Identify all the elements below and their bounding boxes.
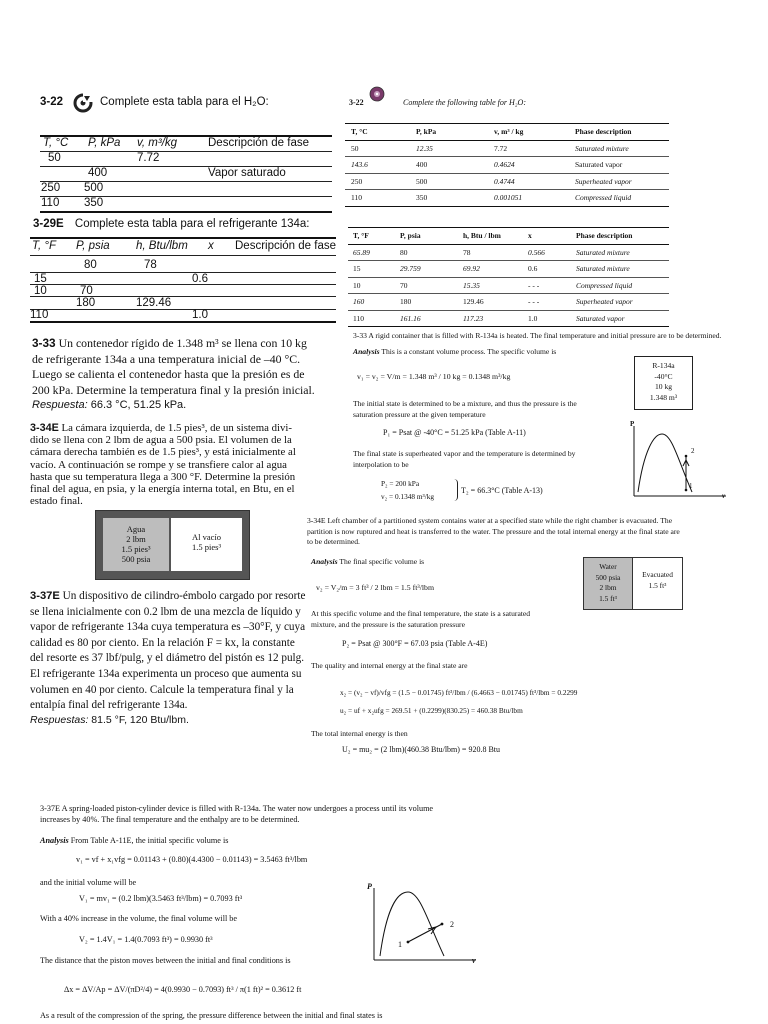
problem-3-22-es-title: Complete esta tabla para el H₂O: xyxy=(100,96,269,108)
table-cell: 110 xyxy=(353,313,364,323)
pv-diagram-3-37E xyxy=(364,882,482,966)
table-cell: 400 xyxy=(416,160,428,169)
table-cell: 250 xyxy=(351,176,363,186)
table-cell: 143.6 xyxy=(351,160,368,169)
problem-line: de refrigerante 134a a una temperatura inicial de –40 °C. xyxy=(32,351,301,366)
table-cell: Saturated mixture xyxy=(576,247,630,257)
equation-internal-energy: u₂ = uf + x₂ufg = 269.51 + (0.2299)(830.25) = 460.38 Btu/lbm xyxy=(340,706,523,715)
solution-3-33-analysis xyxy=(353,347,556,358)
table-row xyxy=(348,261,669,278)
solution-3-37E-text: and the initial volume will be xyxy=(40,878,137,887)
table-cell: Compressed liquid xyxy=(575,193,632,202)
problem-line: calidad es 80 por ciento. En la relación F = kx, la constante xyxy=(30,636,295,649)
answer-value: 66.3 °C, 51.25 kPa. xyxy=(90,399,187,411)
table-cell: 7.72 xyxy=(494,143,508,153)
table-header-row xyxy=(40,136,332,151)
problem-line: se llena inicialmente con 0.2 lbm de una mezcla de líquido y xyxy=(30,605,301,618)
table-cell: 10 xyxy=(353,280,361,290)
table-cell: Superheated vapor xyxy=(575,176,632,186)
table-cell: 180 xyxy=(76,297,96,309)
box-label: 500 psia xyxy=(595,572,621,582)
equation-final-volume: V₂ = 1.4V₁ = 1.4(0.7093 ft³) = 0.9930 ft³ xyxy=(79,935,213,944)
equation-saturation-pressure: P₂ = Psat @ 300°F = 67.03 psia (Table A-4E) xyxy=(342,639,488,648)
chamber-label: 2 lbm xyxy=(126,534,146,544)
cd-icon xyxy=(73,93,93,113)
chamber-label: 500 psia xyxy=(121,554,151,564)
answer-label: Respuestas: xyxy=(30,713,89,726)
table-cell: 15.35 xyxy=(463,280,480,290)
table-cell: Saturated vapor xyxy=(576,313,625,323)
answer-line xyxy=(30,714,333,727)
solution-line: The initial state is determined to be a mixture, and thus the pressure is the xyxy=(353,399,577,408)
state-label-1: 1 xyxy=(398,940,402,949)
equation-final-temperature: T₂ = 66.3°C (Table A-13) xyxy=(461,486,543,495)
problem-line: vacío. A continuación se rompe y se transfiere calor al agua xyxy=(30,458,287,471)
table-cell: 70 xyxy=(400,280,408,290)
solution-line: At this specific volume and the final temperature, the state is a saturated xyxy=(311,609,531,618)
problem-line xyxy=(32,336,332,352)
solution-line: to be determined. xyxy=(307,537,360,546)
col-header: Phase description xyxy=(575,127,632,136)
problem-3-22-en-title: Complete the following table for H₂O: xyxy=(403,98,526,107)
equation-total-internal-energy: U₂ = mu₂ = (2 lbm)(460.38 Btu/lbm) = 920.8 Btu xyxy=(342,745,500,754)
table-cell: Saturated mixture xyxy=(575,143,629,153)
box-label: -40°C xyxy=(654,371,673,381)
table-cell: 70 xyxy=(80,285,93,297)
equation-initial-volume: V₁ = mv₁ = (0.2 lbm)(3.5463 ft³/lbm) = 0.7093 ft³ xyxy=(79,894,243,903)
solution-3-34E-text: The total internal energy is then xyxy=(311,729,408,738)
table-cell: 65.89 xyxy=(353,247,370,257)
table-cell: 0.6 xyxy=(528,264,538,273)
chamber-label: Al vacío xyxy=(191,532,222,542)
problem-number: 3-34E xyxy=(30,422,59,434)
table-row xyxy=(40,166,332,181)
cd-icon xyxy=(369,86,385,102)
equation-specific-volume: v₁ = v₂ = V/m = 1.348 m³ / 10 kg = 0.1348 m³/kg xyxy=(357,372,511,381)
problem-line: entalpía final del refrigerante 134a. xyxy=(30,699,188,712)
solution-line: interpolation to be xyxy=(353,459,409,469)
table-cell: 7.72 xyxy=(137,152,160,164)
table-cell: 80 xyxy=(400,247,408,257)
analysis-label: Analysis xyxy=(40,836,69,845)
water-chamber xyxy=(103,518,169,571)
table-cell: 0.4744 xyxy=(494,176,515,186)
col-header: h, Btu/lbm xyxy=(136,240,188,252)
brace xyxy=(452,479,458,501)
table-cell: 0.001051 xyxy=(494,193,523,202)
solution-3-37E-text: The distance that the piston moves between the initial and final conditions is xyxy=(40,956,291,965)
problem-3-34E-es xyxy=(30,422,332,507)
box-label: Evacuated xyxy=(642,570,673,579)
table-cell: 15 xyxy=(353,264,361,273)
equation-initial-specific-volume: v₁ = vf + x₁vfg = 0.01143 + (0.80)(4.4300 − 0.01143) = 3.5463 ft³/lbm xyxy=(76,855,308,864)
table-cell: 117.23 xyxy=(463,313,484,323)
table-row xyxy=(40,196,332,211)
table-cell: 12.35 xyxy=(416,143,433,153)
analysis-text: This is a constant volume process. The specific volume is xyxy=(381,347,557,356)
table-cell: 110 xyxy=(41,197,60,209)
problem-line: cámara derecha también es de 1.5 pies³, y está inicialmente al xyxy=(30,446,296,459)
problem-line: vapor de refrigerante 134a cuya temperatura es –30°F, y cuya xyxy=(30,621,306,634)
solution-line: saturation pressure at the given temperature xyxy=(353,409,486,419)
solution-line: 3-34E Left chamber of a partitioned system contains water at a specified state while the right chamber is evacuated. The xyxy=(307,516,673,525)
problem-text: Un contenedor rígido de 1.348 m³ se llena con 10 kg xyxy=(58,336,307,350)
table-row xyxy=(348,245,669,262)
solution-3-33-text xyxy=(353,399,598,420)
col-header: v, m³ / kg xyxy=(494,127,524,136)
evacuated-chamber-en xyxy=(632,557,683,610)
col-header: x xyxy=(528,231,532,240)
box-label: 1.348 m³ xyxy=(649,392,678,402)
table-cell: 50 xyxy=(351,143,359,153)
table-cell: 110 xyxy=(30,309,49,321)
problem-text: La cámara izquierda, de 1.5 pies³, de un sistema divi- xyxy=(61,422,293,434)
table-3-29E-en xyxy=(348,227,669,327)
problem-3-22-es-header xyxy=(40,96,63,108)
problem-line: volumen en 40 por ciento. Calcule la temperatura final y la xyxy=(30,683,294,696)
state-label-2: 2 xyxy=(450,920,454,929)
solution-3-37E-intro xyxy=(40,803,433,825)
table-row xyxy=(30,309,336,321)
problem-line: dido se llena con 2 lbm de agua a 500 psia. El volumen de la xyxy=(30,434,292,447)
table-cell: 0.4624 xyxy=(494,160,515,169)
col-header: P, psia xyxy=(400,231,421,240)
table-cell: 250 xyxy=(41,182,61,194)
col-header: x xyxy=(208,240,214,252)
table-cell: 160 xyxy=(353,297,365,306)
box-label: 2 lbm xyxy=(599,583,617,592)
problem-line: El refrigerante 134a experimenta un proceso que aumenta su xyxy=(30,667,302,680)
box-label: 10 kg xyxy=(654,382,673,391)
col-header: Descripción de fase xyxy=(208,137,309,149)
col-header: Descripción de fase xyxy=(235,240,336,252)
axis-label-p: P xyxy=(630,420,635,428)
col-header: T, °C xyxy=(43,137,69,149)
state-label-2: 2 xyxy=(691,447,695,455)
table-row xyxy=(348,311,669,328)
table-cell: 80 xyxy=(84,259,97,271)
col-header: T, °F xyxy=(32,240,56,252)
table-cell: 1.0 xyxy=(192,309,208,321)
problem-text: Un dispositivo de cilindro-émbolo cargado por resorte xyxy=(62,590,306,602)
table-cell: 400 xyxy=(88,167,108,179)
analysis-label: Analysis xyxy=(311,557,338,566)
chamber-label: 1.5 pies³ xyxy=(121,544,151,554)
table-cell: 15 xyxy=(34,273,47,285)
table-header-row xyxy=(30,239,336,254)
table-cell: Superheated vapor xyxy=(576,297,633,306)
problem-line: estado final. xyxy=(30,495,83,508)
table-row xyxy=(345,174,669,191)
col-header: Phase description xyxy=(576,231,633,240)
table-cell: Saturated vapor xyxy=(575,160,623,169)
table-row xyxy=(348,294,669,311)
equation-final-pressure: P₂ = 200 kPa xyxy=(381,479,420,488)
problem-number: 3-33 xyxy=(32,336,56,350)
solution-line: 3-37E A spring-loaded piston-cylinder device is filled with R-134a. The water now undergoes a process until its volume xyxy=(40,804,434,813)
state-label-1: 1 xyxy=(689,482,693,490)
problem-3-37E-es xyxy=(30,589,333,727)
table-cell: 69.92 xyxy=(463,264,480,273)
table-row xyxy=(30,297,336,309)
table-cell: Vapor saturado xyxy=(208,167,286,179)
solution-line: partition is now ruptured and heat is transferred to the water. The pressure and the total internal energy at the final state are xyxy=(307,526,680,536)
problem-line: final del agua, en psia, y la energía interna total, en Btu, en el xyxy=(30,483,295,496)
table-row xyxy=(345,141,669,158)
table-row xyxy=(40,151,332,166)
problem-line: Luego se calienta el contenedor hasta que la presión es de xyxy=(32,367,305,381)
equation-final-volume: v₂ = 0.1348 m³/kg xyxy=(381,492,435,501)
col-header: T, °C xyxy=(351,127,368,136)
chamber-label: Agua xyxy=(126,524,146,534)
problem-line: 200 kPa. Determine la temperatura final y la presión inicial. xyxy=(32,382,315,397)
problem-3-29E-es-header xyxy=(33,218,310,230)
analysis-text: From Table A-11E, the initial specific volume is xyxy=(70,836,229,845)
water-chamber-en xyxy=(583,557,633,610)
table-3-22-es xyxy=(40,135,332,211)
answer-value: 81.5 °F, 120 Btu/lbm. xyxy=(91,713,189,726)
solution-line: increases by 40%. The final temperature and the enthalpy are to be determined. xyxy=(40,815,300,824)
equation-quality: x₂ = (v₂ − vf)/vfg = (1.5 − 0.01745) ft³/lbm / (6.4663 − 0.01745) ft³/lbm = 0.2299 xyxy=(340,688,578,697)
table-cell: 180 xyxy=(400,297,412,306)
problem-line xyxy=(30,589,333,605)
problem-3-33-es xyxy=(32,336,332,414)
answer-line xyxy=(32,398,332,414)
problem-3-22-en-header: 3-22 xyxy=(349,98,364,107)
table-cell: - - - xyxy=(528,297,540,306)
table-cell: 350 xyxy=(416,193,428,202)
table-row xyxy=(348,278,669,295)
box-label: 1.5 ft³ xyxy=(648,580,667,590)
problem-number: 3-29E xyxy=(33,218,64,230)
table-cell: 0.6 xyxy=(192,273,208,285)
solution-3-33-text xyxy=(353,449,598,470)
analysis-label: Analysis xyxy=(353,347,380,356)
table-cell: 129.46 xyxy=(136,297,172,309)
equation-final-specific-volume: v₂ = V₂/m = 3 ft³ / 2 lbm = 1.5 ft³/lbm xyxy=(316,583,435,592)
col-header: P, kPa xyxy=(88,137,121,149)
table-cell: 78 xyxy=(463,247,471,257)
solution-line: The final state is superheated vapor and the temperature is determined by xyxy=(353,449,576,458)
axis-label-p: P xyxy=(367,882,372,891)
problem-title: Complete esta tabla para el refrigerante 134a: xyxy=(74,218,310,230)
table-cell: 129.46 xyxy=(463,297,484,306)
table-cell: 10 xyxy=(34,285,47,297)
table-row xyxy=(345,157,669,174)
table-cell: 78 xyxy=(144,259,157,271)
equation-initial-pressure: P₁ = Psat @ -40°C = 51.25 kPa (Table A-11) xyxy=(383,428,526,437)
problem-number: 3-37E xyxy=(30,590,60,602)
answer-label: Respuesta: xyxy=(32,399,88,411)
vacuum-chamber xyxy=(171,518,242,571)
table-cell: 500 xyxy=(84,182,104,194)
col-header: T, °F xyxy=(353,231,369,240)
col-header: P, psia xyxy=(76,240,110,252)
equation-piston-distance: Δx = ΔV/Ap = ΔV/(πD²/4) = 4(0.9930 − 0.7093) ft³ / π(1 ft)² = 0.3612 ft xyxy=(64,985,302,994)
table-cell: 161.16 xyxy=(400,313,421,323)
table-3-29E-es xyxy=(30,237,336,321)
axis-label-v: v xyxy=(722,492,726,500)
table-cell: 350 xyxy=(84,197,104,209)
solution-3-33-intro: 3-33 A rigid container that is filled with R-134a is heated. The final temperature and initial pressure are to be determined. xyxy=(353,331,722,340)
box-label: Water xyxy=(599,562,617,571)
box-label: R-134a xyxy=(652,361,675,370)
pv-diagram-3-33 xyxy=(620,420,732,504)
col-header: v, m³/kg xyxy=(137,137,178,149)
solution-3-34E-text xyxy=(311,609,530,630)
solution-3-37E-text: As a result of the compression of the spring, the pressure difference between the initial and final states is xyxy=(40,1011,383,1020)
table-cell: 50 xyxy=(48,152,61,164)
table-cell: 0.566 xyxy=(528,247,545,257)
problem-line: hasta que su temperatura llega a 300 °F. Determine la presión xyxy=(30,470,296,483)
figure-3-34E-es xyxy=(95,510,250,580)
solution-line: mixture, and the pressure is the saturation pressure xyxy=(311,619,465,629)
table-row xyxy=(30,258,336,273)
solution-3-34E-text: The quality and internal energy at the final state are xyxy=(311,661,468,670)
box-label: 1.5 ft³ xyxy=(599,593,617,603)
table-cell: - - - xyxy=(528,280,540,290)
table-cell: 1.0 xyxy=(528,313,538,323)
table-cell: Compressed liquid xyxy=(576,280,633,290)
solution-3-37E-text: With a 40% increase in the volume, the final volume will be xyxy=(40,914,238,923)
table-row xyxy=(345,190,669,207)
problem-line: del resorte es 37 lbf/pulg, y el diámetro del pistón es 12 pulg. xyxy=(30,652,305,665)
solution-3-37E-analysis xyxy=(40,836,228,847)
table-header-row xyxy=(348,227,669,245)
table-cell: 110 xyxy=(351,193,362,202)
col-header: h, Btu / lbm xyxy=(463,231,501,240)
axis-label-v: v xyxy=(472,956,476,965)
analysis-text: The final specific volume is xyxy=(339,557,425,566)
table-cell: Saturated mixture xyxy=(576,264,630,273)
problem-line xyxy=(30,422,332,434)
solution-3-34E-intro xyxy=(307,516,680,548)
table-cell: 500 xyxy=(416,176,428,186)
problem-number: 3-22 xyxy=(40,96,64,108)
r134a-state-box xyxy=(634,356,693,410)
solution-3-34E-analysis xyxy=(311,557,424,568)
table-header-row xyxy=(345,123,669,141)
table-cell: 29.759 xyxy=(400,264,421,273)
chamber-label: 1.5 pies³ xyxy=(192,542,221,552)
table-row xyxy=(40,181,332,196)
table-3-22-en xyxy=(345,123,669,207)
col-header: P, kPa xyxy=(416,127,437,136)
